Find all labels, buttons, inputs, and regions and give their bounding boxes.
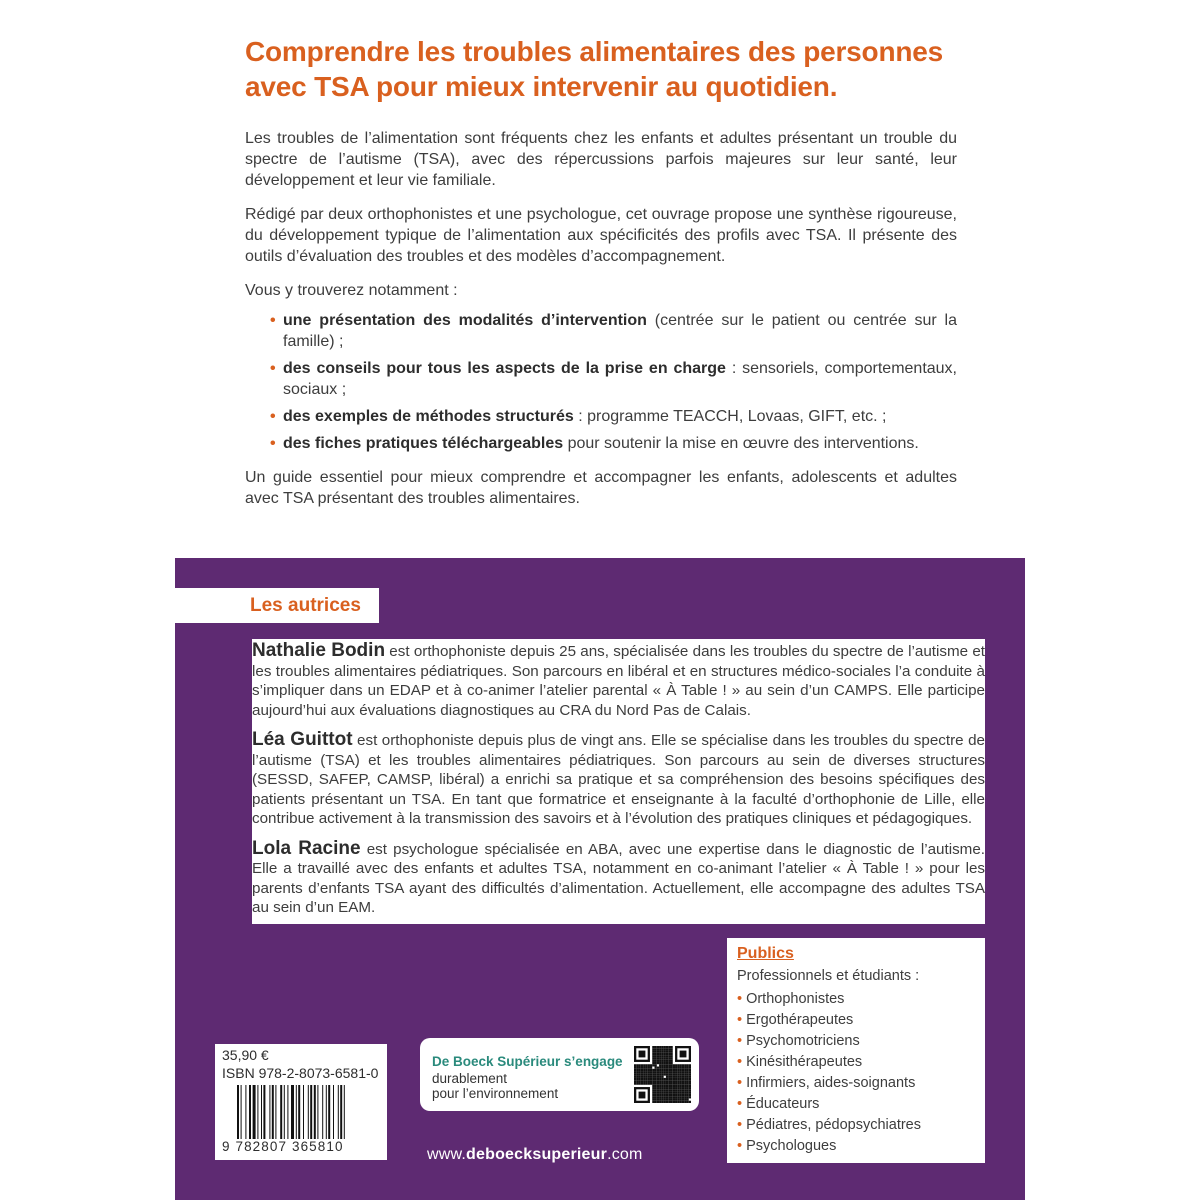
authors-panel — [175, 558, 1025, 1200]
barcode-number: 9 782807 365810 — [222, 1139, 344, 1154]
feature-item — [270, 433, 957, 454]
feature-text: : programme TEACCH, Lovaas, GIFT, etc. ; — [573, 408, 887, 425]
closing-paragraph: Un guide essentiel pour mieux comprendre et accompagner les enfants, adolescents et adultes avec TSA présentant des troubles alimentaires. — [245, 469, 957, 507]
intro-paragraph: Les troubles de l’alimentation sont fréquents chez les enfants et adultes présentant un trouble du spectre de l’autisme (TSA), avec des répercussions parfois majeures sur leur santé, leur développement et leur vie familiale. — [245, 130, 957, 189]
publics-list — [737, 989, 921, 1157]
publics-item — [737, 1010, 921, 1031]
author-text: est orthophoniste depuis plus de vingt ans. Elle se spécialise dans les troubles du spectre de l’autisme (TSA) et les troubles alimentaires pédiatriques. Son parcours au sein de diverses structures (SESSD, SAFEP, CAMSP, libéral) a enrichi sa pratique et sa compréhension des besoins spécifiques des patients présentant un TSA. En tant que formatrice et enseignante à la faculté d’orthophonie de Lille, elle contribue activement à la transmission des savoirs et à l’évolution des pratiques cliniques et pédagogiques. — [252, 732, 985, 827]
publics-title: Publics — [737, 945, 794, 962]
intro-paragraph: Rédigé par deux orthophonistes et une psychologue, cet ouvrage propose une synthèse rigoureuse, du développement typique de l’alimentation aux spécificités des profils avec TSA. Il présente des outils d’évaluation des troubles et des modèles d’accompagnement. — [245, 206, 957, 265]
publics-box — [727, 938, 985, 1163]
publics-item-label: Infirmiers, aides-soignants — [746, 1075, 916, 1091]
intro-paragraph: Vous y trouverez notamment : — [245, 282, 458, 299]
engage-line: pour l’environnement — [432, 1086, 559, 1101]
isbn: ISBN 978-2-8073-6581-0 — [222, 1065, 379, 1081]
feature-item — [270, 310, 958, 352]
publics-intro: Professionnels et étudiants : — [737, 968, 920, 984]
publics-item — [737, 989, 921, 1010]
publics-item-label: Psychomotriciens — [746, 1033, 860, 1049]
authors-tab — [175, 588, 379, 623]
publics-item — [737, 1052, 921, 1073]
bullet-icon: • — [737, 1075, 743, 1091]
publics-item-label: Psychologues — [746, 1138, 837, 1154]
author-name: Lola Racine — [252, 837, 361, 859]
price: 35,90 € — [222, 1047, 269, 1063]
author-text: est psychologue spécialisée en ABA, avec une expertise dans le diagnostic de l’autisme. Elle a travaillé avec des enfants et adultes TSA, notamment en co-animant l’atelier « À Table ! » pour les parents d’enfants TSA ayant des difficultés d’alimentation. Actuellement, elle accompagne des adultes TSA au sein d’un EAM. — [252, 840, 985, 916]
bullet-icon: • — [737, 1054, 743, 1070]
publics-item — [737, 1031, 921, 1052]
bullet-icon: • — [270, 435, 276, 452]
author-bio — [252, 730, 985, 829]
publics-item-label: Éducateurs — [746, 1096, 820, 1112]
publics-item — [737, 1115, 921, 1136]
bullet-icon: • — [737, 1012, 743, 1028]
feature-bold: des fiches pratiques téléchargeables — [283, 435, 564, 452]
bullet-icon: • — [270, 360, 276, 377]
feature-text: (centrée sur le patient ou centrée sur la famille) ; — [283, 312, 958, 350]
publics-item — [737, 1094, 921, 1115]
engage-title: De Boeck Supérieur s’engage — [432, 1054, 623, 1069]
feature-bold: une présentation des modalités d’intervention — [283, 312, 647, 329]
website-prefix: www. — [427, 1146, 467, 1163]
feature-bold: des conseils pour tous les aspects de la prise en charge — [283, 360, 726, 377]
feature-list — [245, 310, 957, 454]
feature-item — [270, 406, 957, 427]
publics-item-label: Pédiatres, pédopsychiatres — [746, 1117, 921, 1133]
author-bio — [252, 839, 985, 918]
feature-item — [270, 358, 958, 400]
publics-item — [737, 1073, 921, 1094]
website-link[interactable] — [427, 1146, 643, 1164]
publics-item-label: Ergothérapeutes — [746, 1012, 854, 1028]
authors-title: Les autrices — [250, 595, 361, 616]
feature-text: pour soutenir la mise en œuvre des interventions. — [563, 435, 919, 452]
qr-code-icon[interactable] — [634, 1046, 691, 1103]
author-bio — [252, 641, 985, 720]
website-brand: deboecksuperieur — [466, 1146, 608, 1163]
feature-text: : sensoriels, comportementaux, sociaux ; — [283, 360, 958, 398]
bullet-icon: • — [737, 1117, 743, 1133]
authors-box — [252, 639, 985, 924]
publics-item-label: Orthophonistes — [746, 991, 845, 1007]
author-name: Léa Guittot — [252, 729, 353, 750]
headline: Comprendre les troubles alimentaires des personnes avec TSA pour mieux intervenir au quotidien. — [245, 36, 944, 102]
publics-item — [737, 1136, 921, 1157]
feature-bold: des exemples de méthodes structurés — [283, 408, 574, 425]
bullet-icon: • — [270, 408, 276, 425]
bullet-icon: • — [737, 1096, 743, 1112]
engage-line: durablement — [432, 1071, 508, 1086]
description-section — [245, 34, 957, 522]
bullet-icon: • — [270, 312, 276, 329]
engage-badge — [420, 1038, 699, 1111]
barcode-icon — [237, 1085, 377, 1139]
author-name: Nathalie Bodin — [252, 640, 386, 661]
bullet-icon: • — [737, 1033, 743, 1049]
isbn-box — [215, 1044, 387, 1160]
publics-item-label: Kinésithérapeutes — [746, 1054, 863, 1070]
bullet-icon: • — [737, 991, 743, 1007]
bullet-icon: • — [737, 1138, 743, 1154]
website-suffix: .com — [607, 1146, 643, 1163]
author-text: est orthophoniste depuis 25 ans, spécialisée dans les troubles du spectre de l’autisme et les troubles alimentaires pédiatriques. Son parcours en libéral et en structures médico-sociales l’a conduite à s’impliquer dans un EDAP et à co-animer l’atelier parental « À Table ! » au sein d’un CAMPS. Elle participe aujourd’hui aux évaluations diagnostiques au CRA du Nord Pas de Calais. — [252, 643, 985, 719]
